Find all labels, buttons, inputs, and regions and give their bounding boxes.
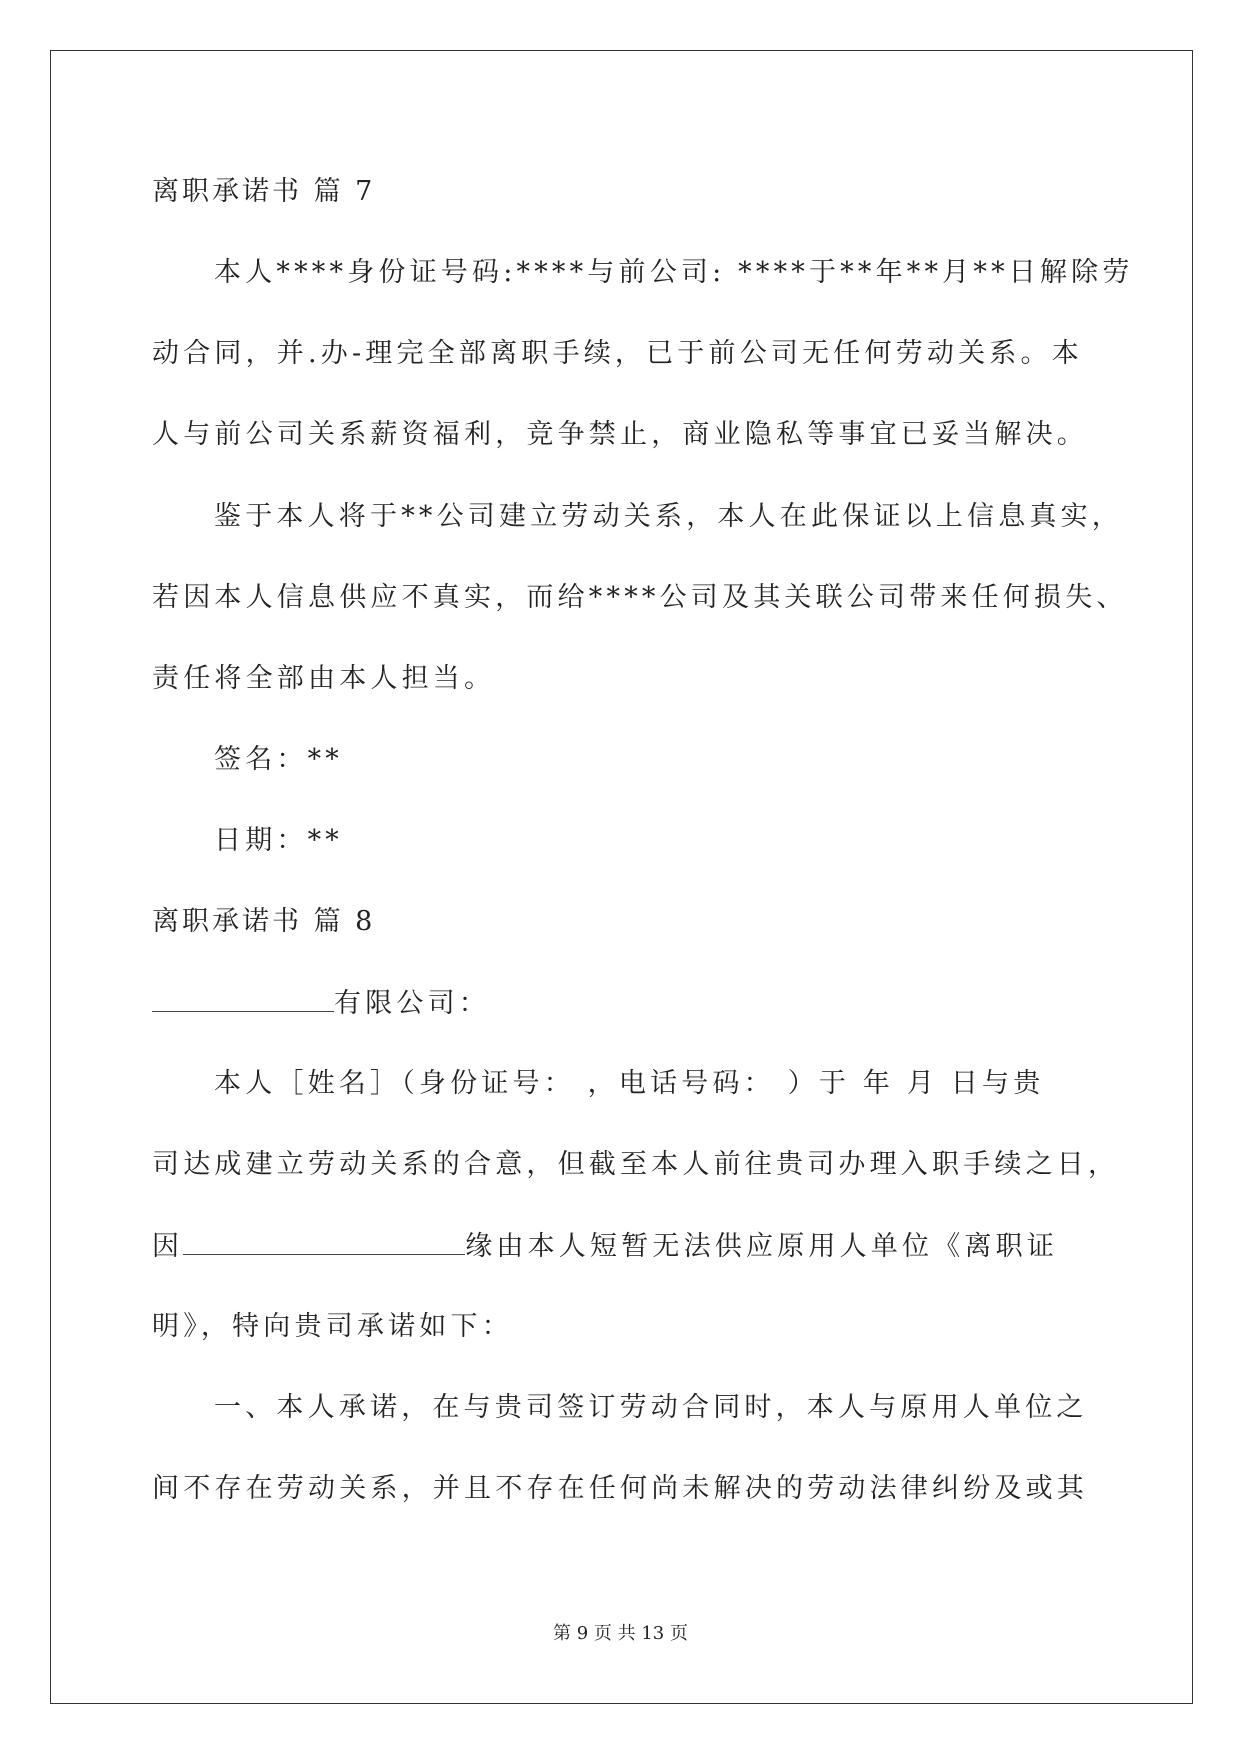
- addressee-line: [152, 985, 490, 1022]
- reason-blank: [183, 1228, 465, 1255]
- paragraph-line: 本人［姓名］（身份证号： ，电话号码： ）于 年 月 日与贵: [214, 1068, 1045, 1099]
- reason-prefix: 因: [152, 1231, 184, 1262]
- paragraph-line: 若因本人信息供应不真实，而给****公司及其关联公司带来任何损失、: [152, 582, 1128, 613]
- paragraph-line: 动合同，并.办-理完全部离职手续，已于前公司无任何劳动关系。本: [152, 338, 1083, 369]
- page-number-footer: 第 9 页 共 13 页: [553, 1623, 688, 1644]
- addressee-suffix: 有限公司：: [334, 988, 490, 1019]
- paragraph-line: 间不存在劳动关系，并且不存在任何尚未解决的劳动法律纠纷及或其: [152, 1473, 1088, 1504]
- paragraph-line: 一、本人承诺，在与贵司签订劳动合同时，本人与原用人单位之: [214, 1392, 1088, 1423]
- paragraph-line: 鉴于本人将于**公司建立劳动关系，本人在此保证以上信息真实，: [214, 501, 1123, 532]
- reason-line: [152, 1228, 1058, 1265]
- paragraph-line: 司达成建立劳动关系的合意，但截至本人前往贵司办理入职手续之日，: [152, 1149, 1120, 1180]
- signature-line: 签名：**: [214, 744, 343, 775]
- date-line: 日期：**: [214, 825, 343, 856]
- company-name-blank: [152, 985, 334, 1012]
- page-border: [50, 50, 1193, 1704]
- section-heading-7: 离职承诺书 篇 7: [152, 176, 376, 207]
- reason-suffix: 缘由本人短暂无法供应原用人单位《离职证: [465, 1231, 1059, 1262]
- paragraph-line: 本人****身份证号码:****与前公司: ****于**年**月**日解除劳: [214, 257, 1134, 288]
- paragraph-line: 明》，特向贵司承诺如下：: [152, 1311, 513, 1342]
- section-heading-8: 离职承诺书 篇 8: [152, 906, 376, 937]
- paragraph-line: 人与前公司关系薪资福利，竞争禁止，商业隐私等事宜已妥当解决。: [152, 419, 1088, 450]
- paragraph-line: 责任将全部由本人担当。: [152, 663, 496, 694]
